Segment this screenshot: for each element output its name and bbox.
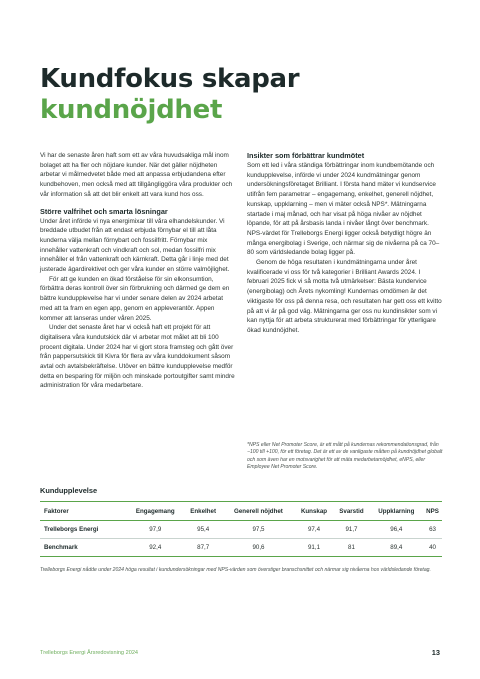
table-cell: 91,1: [307, 544, 321, 551]
table-title: Kundupplevelse: [40, 486, 98, 495]
nps-footnote: *NPS eller Net Promoter Score, är ett mått på kundernas rekommendationsgrad, från −100 till +100, för ett företag. Det är ett av de vanligaste måtten på kundnöjdhet globalt och som även har en motsvarighet för att mäta medarbetarnöjdhet, eNPS, eller Employee Net Promoter Score.: [247, 442, 443, 471]
right-column: [247, 151, 443, 336]
header-cell: Generell nöjdhet: [234, 507, 283, 515]
right-paragraph-1: Som ett led i våra ständiga förbättringar inom kundbemötande och kundupplevelse, införde vi under 2024 kundmätningar genom undersökningsföretaget Brilliant. I första hand mäter vi kundservice utifrån fem parametrar – engagemang, enkelhet, generell nöjdhet, kunskap, uppklarning – men vi mäter också NPS*. Mätningarna startade i maj månad, och har visat på höga nivåer av nöjdhet löpande, för att på årsbasis landa i nivåer långt över benchmark. NPS-värdet för Trelleborgs Energi ligger också betydligt högre än många energibolag i Sverige, och närmar sig de nivåerna på ca 70–80 som världsledande bolag ligger på.: [247, 162, 440, 257]
intro-paragraph: Vi har de senaste åren haft som ett av våra huvudsakliga mål inom bolaget att ha fler och nöjdare kunder. När det gäller nöjdheten arbetar vi målmedvetet både med att anpassa erbjudandena efter kundbehoven, men också med att tillgängliggöra våra produkter och vår information så att det blir enkelt att vara kund hos oss.: [40, 152, 233, 198]
left-paragraph-3: Under det senaste året har vi också haft ett projekt för att digitalisera våra kundutskick där vi arbetar mot målet att bli 100 procent digitala. Under 2024 har vi gjort stora framsteg och gått över från pappersutskick till Kivra för flera av våra kunddokument såsom avtal och avtalsbekräftelse. Utöver en bättre kundupplevelse medför detta en besparing för miljön och minskade portoutgifter samt mindre administration för våra medarbetare.: [40, 324, 235, 390]
footer-report-name: Trelleborgs Energi Årsredovisning 2024: [40, 650, 139, 656]
table-cell: 96,4: [390, 526, 403, 533]
title-line-1: Kundfokus skapar: [40, 64, 300, 94]
table-row: [40, 539, 442, 557]
table-cell: 97,9: [149, 526, 162, 533]
table-cell: 89,4: [390, 544, 403, 551]
table-cell: 63: [429, 526, 436, 533]
right-paragraph-2: Genom de höga resultaten i kundmätningarna under året kvalificerade vi oss för två kategorier i Brilliant Awards 2024. I februari 2025 fick vi så motta två utmärkelser: Bästa kundervice (energibolag) och Årets nykomling! Kundernas omdömen är det viktigaste för oss på denna resa, och resultaten har gett oss ett kvitto på att vi är på god väg. Mätningarna ger oss nu kundinsikter som vi kan nyttja för att arbeta strukturerat med förbättringar för ytterligare ökad kundnöjdhet.: [247, 259, 442, 334]
header-cell: Engagemang: [135, 507, 175, 515]
header-cell: Uppklarning: [378, 507, 415, 515]
title-line-2: kundnöjdhet: [40, 95, 223, 125]
page-number: 13: [431, 648, 440, 657]
page-title: [40, 64, 460, 126]
customer-experience-table: [40, 501, 442, 557]
table-header-row: [40, 502, 442, 521]
table-cell: Benchmark: [44, 544, 78, 551]
right-subheading: Insikter som förbättrar kundmötet: [247, 151, 365, 160]
table-cell: 40: [429, 544, 436, 551]
left-paragraph-1: Under året införde vi nya energimixar till våra elhandelskunder. Vi breddade utbudet från att endast erbjuda förnybar el till att låta kunderna välja mellan förnybart och fossilfritt. Förnybar mix innehåller vattenkraft och vindkraft och sol, medan fossilfri mix innehåller el från vattenkraft och kärnkraft. Detta går i linje med det justerade ägardirektivet och ger våra kunder en större valmöjlighet.: [40, 217, 230, 274]
table-cell: 97,4: [307, 526, 321, 533]
table-cell: 91,7: [345, 526, 358, 533]
table-cell: 92,4: [149, 544, 162, 551]
header-cell: Kunskap: [300, 507, 328, 515]
header-cell: Enkelhet: [190, 507, 217, 515]
left-subheading: Större valfrihet och smarta lösningar: [40, 206, 168, 216]
header-cell: NPS: [426, 507, 439, 515]
left-column: [40, 151, 236, 391]
header-cell: Svarstid: [339, 507, 364, 515]
customer-experience-table-section: [40, 486, 442, 557]
table-cell: 97,5: [252, 526, 265, 533]
left-paragraph-2: För att ge kunden en ökad förståelse för sin elkonsumtion, förbättra deras kontroll över sin förbrukning och därmed ge dem en bättre kundupplevelse har vi under senare delen av 2024 arbetat med att ta fram en egen app, genom en appleverantör. Appen kommer att lanseras under våren 2025.: [40, 275, 230, 322]
table-cell: Trelleborgs Energi: [44, 526, 99, 533]
table-note: Trelleborgs Energi nådde under 2024 höga resultat i kundundersökningar med NPS-värden som överstiger branschsnittet och närmar sig nivåerna hos världsledande företag.: [40, 567, 431, 573]
table-cell: 81: [348, 544, 355, 551]
header-cell: Faktorer: [44, 507, 69, 515]
table-cell: 87,7: [197, 544, 210, 551]
table-cell: 95,4: [197, 526, 210, 533]
table-row: [40, 521, 442, 539]
table-cell: 90,6: [252, 544, 265, 551]
